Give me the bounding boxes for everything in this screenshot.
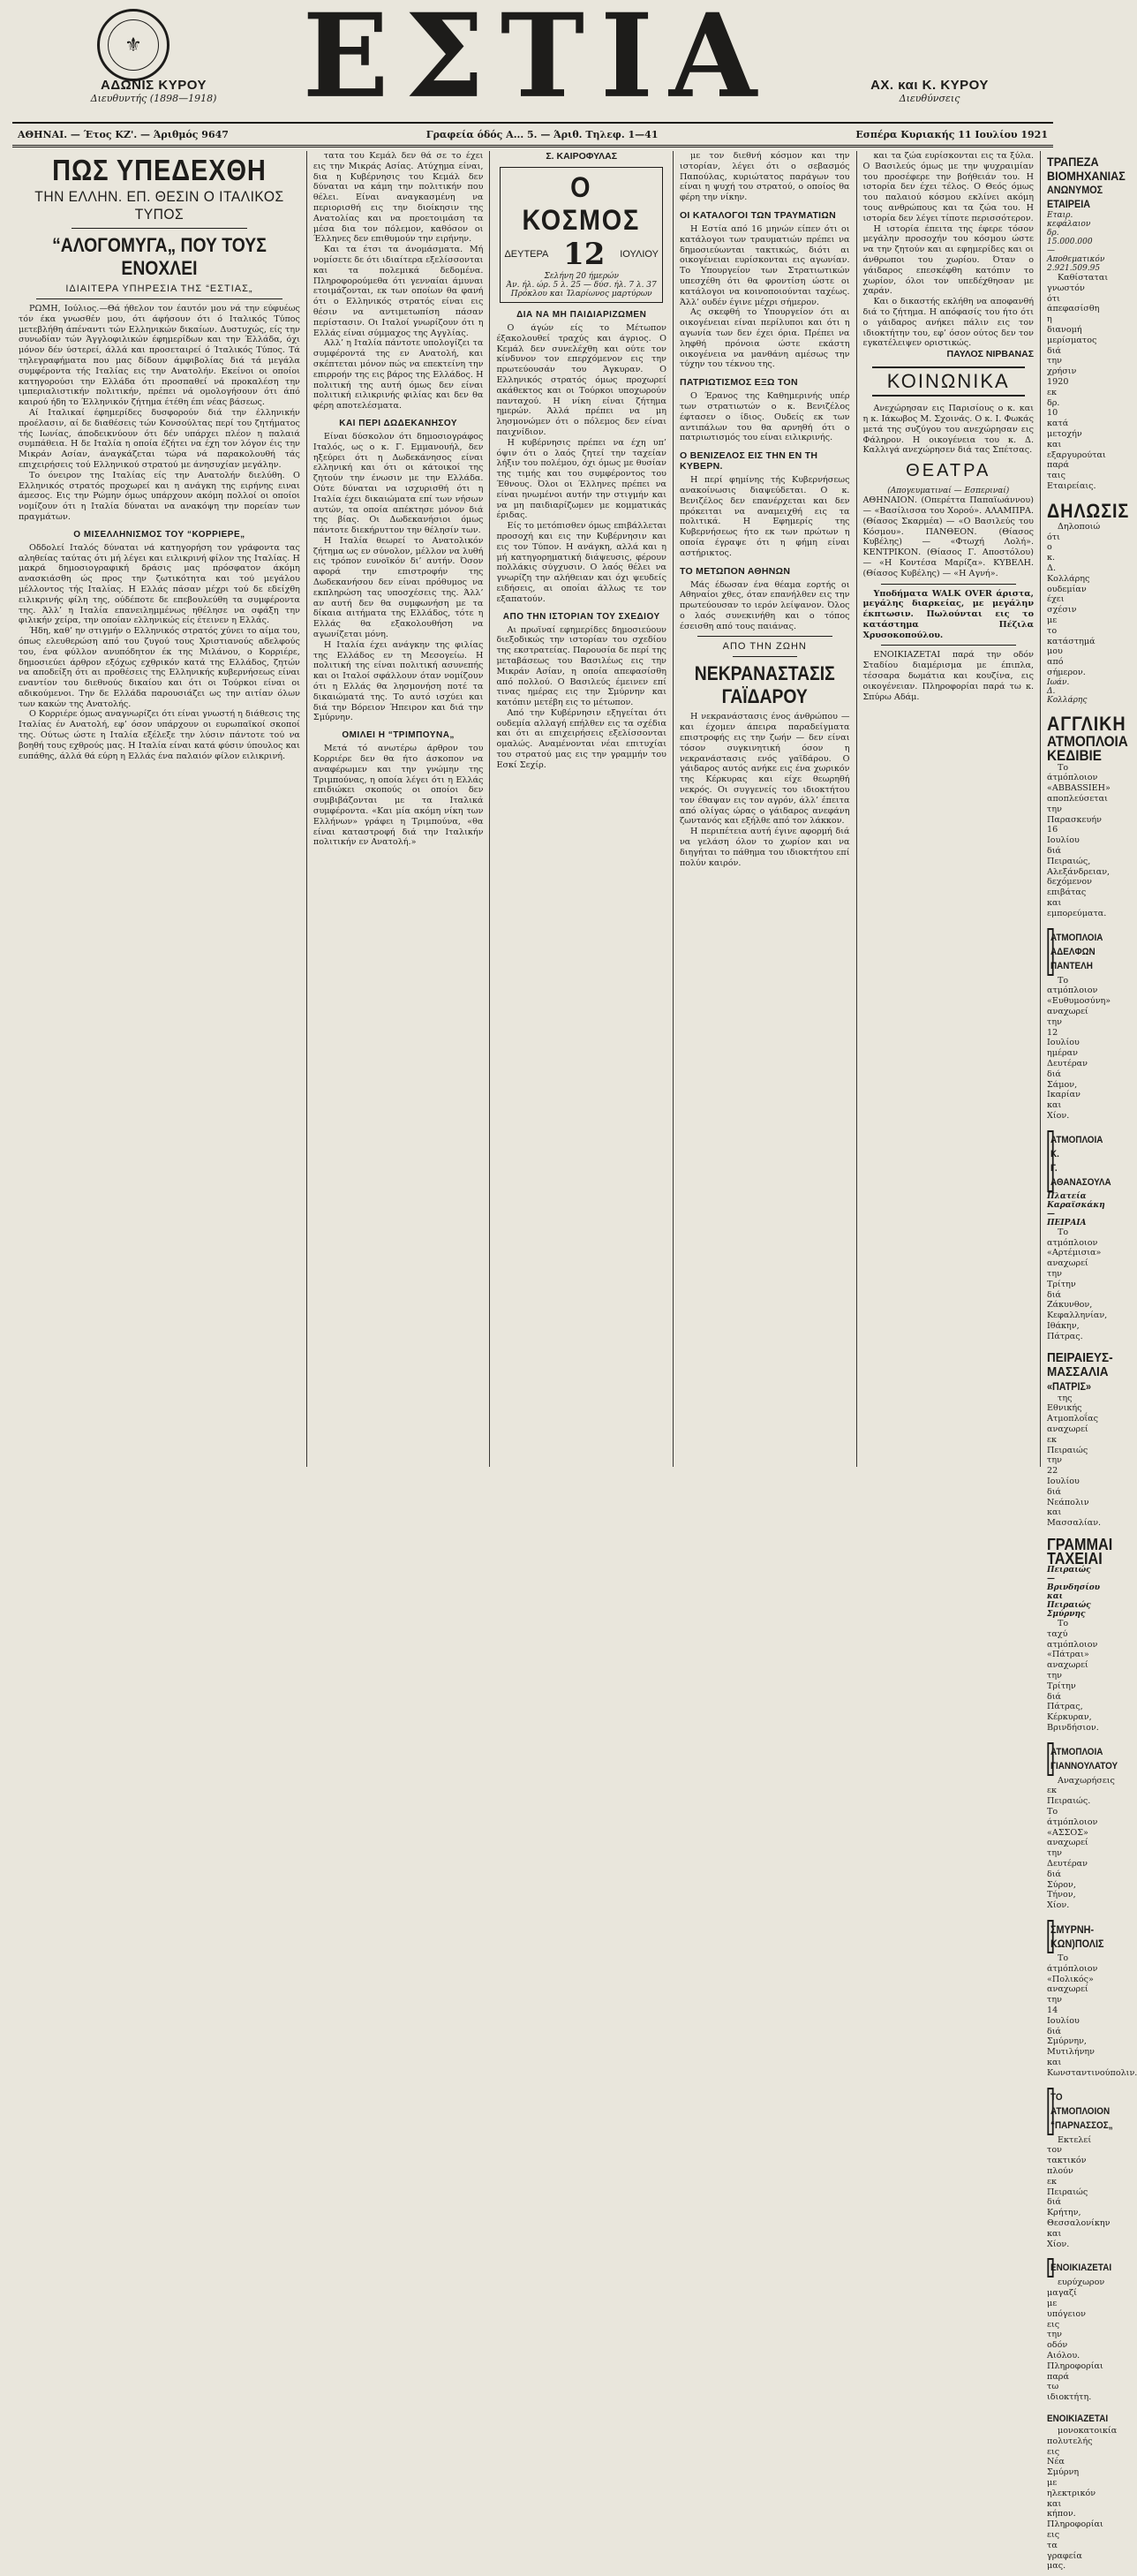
classified-ad: Υποδήματα WALK OVER άριστα, μεγάλης διαρκείας, με μεγάλην έκπτωσιν. Πωλούνται εις το κατάστημα Πέζιλα Χρυσοκοπούλου. xyxy=(862,588,1035,640)
article-paragraph: και τα ζώα ευρίσκονται εις τα ξύλα. Ο Βασιλεύς όμως με την ψυχραιμίαν του προσέφερε την βοήθειάν του. Η ιστορία δεν έχει τέλος. Ο Θεός όμως του παλαιού κόσμου εκλίνει ακόμη τους ανθρώπους και τα ζώα του. Η ιστορία δεν λέγει τίποτε περισσότερον. xyxy=(862,151,1035,223)
column-news xyxy=(674,151,857,1467)
article-paragraph: Η περιπέτεια αυτή έγινε αφορμή διά να γελάση όλον το χωρίον και να διηγήται το πάθημα του ιδιοκτήτου επί πολύν καιρόν. xyxy=(679,827,850,868)
article-paragraph: Από την Κυβέρνησιν εξηγείται ότι ουδεμία αλλαγή επήλθεν εις τα σχέδια και ότι αι επιχειρήσεις εξελίσσονται ομαλώς. Αναμένονται νέαι επιτυχίαι του στρατού μας εις την γραμμήν του Εσκί Σεχίρ. xyxy=(496,707,666,770)
lead-subheadline: ΤΗΝ ΕΛΛΗΝ. ΕΠ. ΘΕΣΙΝ Ο ΙΤΑΛΙΚΟΣ ΤΥΠΟΣ xyxy=(34,188,284,223)
left-director-name: ΑΔΩΝΙΣ ΚΥΡΟΥ xyxy=(101,78,207,93)
article-paragraph: Οδδολεί Ιταλός δύναται νά κατηγορήση τον γράφοντα τας αληθείας ταύτας ότι μή λέγει και ειλικρινή φίλον της Ιταλίας. Η μακρά δημοσιογραφική δράσις μας πρόσφατον άκόμη ανασκιάσθη ώς προς την ζωτικότητα και τού μεγάλου μέλλοντος τής Ιταλίας. Η Ελλάς πάσαν μέχρι τού δε εδείχθη ειλικρινής φίλη της, ούδέποτε δε επεβουλεύθη τα συμφέροντα της. Άλλ’ η Ιταλία επανειλημμένως ηθέλησε να σφάξη την φιλικήν χείρα, την οποίαν ελληνικώς είς έτεινεν η Ελλάς. xyxy=(19,542,300,626)
article-paragraph: Αι πρωϊναί εφημερίδες δημοσιεύουν διεξοδικώς την ιστορίαν του σχεδίου της εκστρατείας. Παρουσία δε περί της μεταβάσεως του Βασιλέως εις την Μικράν Ασίαν, η οποία απεφασίσθη από πολλού. Ο Βασιλεύς έμεινεν επί τινας ημέρας εις την Σμύρνην και κατόπιν μετέβη εις το μέτωπον. xyxy=(496,624,666,708)
article-paragraph: Η νεκρανάστασις ένος άνθρώπου — και έχομεν άπειρα παραδείγματα επιστροφής εις την ζωήν — δεν είναι τόσον συγκινητική όσον η νεκρανάστασις ενός γαϊδάρου. Ο γάιδαρος αυτός ανήκε εις ένα χωρικόν της Κέρκυρας και είχε θεωρηθή νεκρός. Οι συγγενείς του ιδιοκτήτου τον έθαψαν εις τον αγρόν, άλλ’ έπειτα από ολίγας ώρας ο γάιδαρος ανεφάνη ζωντανός και εξήλθε από τον λάκκον. xyxy=(679,712,850,827)
newspaper-title: ΕΣΤΙΑ xyxy=(302,0,773,125)
article-paragraph: Η Ιταλία έχει ανάγκην της φιλίας της Ελλάδος εν τη Μεσογείω. Η πολιτική της είναι πολιτική ασυνεπής και οι Ιταλοί σφάλλουν όταν νομίζουν ότι η Ελλάς θα λησμονήση ποτέ τα δικαιώματά της. Το αυτό ισχύει και διά την Βόρειον Ήπειρον και διά την Σμύρνην. xyxy=(312,639,484,723)
left-director-block xyxy=(65,78,242,104)
article-paragraph: Και ο δικαστής εκλήθη να αποφανθή διά το ζήτημα. Η απόφασίς του ήτο ότι ο γάιδαρος ανήκει πάλιν εις τον ιδιοκτήτην του, εφ’ όσον ούτος δεν τον εγκατέλειψεν οριστικώς. xyxy=(862,297,1035,349)
article-paragraph: Ήδη, καθ’ ην στιγμήν ο Ελληνικός στρατός χύνει το αίμα του, όπως ελευθερώση από του ζυγού τους Χριστιανούς αδελφούς του, ένα φύλλον ανυπόδητον έκ της Μιλάνου, ο Κορριέρε, δημοσιεύει άρθρον εξόχως εχθρικόν κατά της Ελλάδος, ζητών να αποδείξη ότι αι προθέσεις της Ελληνικής κυβερνήσεως είναι εναντίον του διεθνούς δικαίου και ότι οι Τούρκοι είναι οι αδικούμενοι. Την δε Ελλάδα παρουσιάζει ως την αιτίαν όλων των κακών της Ανατολής. xyxy=(19,626,300,709)
almanac-saints: Πρόκλου και Ίλαρίωνος μαρτύρων xyxy=(510,290,652,298)
article-paragraph: Αί Ιταλικαί έφημερίδες δυσφορούν διά την έλληνικήν προέλασιν, αί δε διαθέσεις τών Κονσούλτας περί του ζητήματος τής Ιωνίας, άποδεικνύουν ότι δέν υπάρχει πλέον η παλαιά συμπάθεια. Η δε Ιταλία η οποία έζήτει να έχη τον λόγον έις την Μικράν Ασίαν, άναγκάζεται τώρα νά παρακολουθή τάς επιχειρήσεις τού Ελληνικού στρατού με άνησυχίαν μεγάλην. xyxy=(19,407,300,470)
feature-headline: ΝΕΚΡΑΝΑΣΤΑΣΙΣ ΓΑΪΔΑΡΟΥ xyxy=(694,662,835,708)
article-paragraph: Η Ιταλία θεωρεί το Ανατολικόν ζήτημα ως εν σύνολον, μέλλον να λυθή εις τρόπον ευνοϊκόν δι’ αυτήν. Όσον αφορά την επιστροφήν της Δωδεκανήσου δεν είναι πρόθυμος να εκπληρώση τας υποσχέσεις της. Άλλ’ αν αυτή δεν θα συμφωνήση με τα δίκαια αιτήματα της Ελλάδος, τότε η Ελλάς θα εξακολουθήση να αγωνίζεται μόνη. xyxy=(312,535,484,640)
kosmos-almanac-box xyxy=(500,167,663,303)
office-info: Γραφεία όδός Α... 5. — Άριθ. Τηλεφ. 1—41 xyxy=(425,128,659,140)
article-paragraph: Ο άγών είς το Μέτωπον έξακολουθεί τραχύς και άγριος. Ο Κεμάλ δεν συνελέχθη και ούτε τον κίνδυνον τον επερχόμενον εις την πρωτεύουσάν του Άγκυραν. Ο Ελληνικός στρατός όμως προχωρεί ακάθεκτος και οι Τούρκοι υποχωρούν πανταχού. Η νίκη είναι ζήτημα ημερών. Άλλά πρέπει να μη λησμονώμεν ότι ο πόλεμος δεν είναι παιχνίδιον. xyxy=(496,323,666,437)
section-heading: Ο ΜΙΣΕΛΛΗΝΙΣΜΟΣ ΤΟΥ “ΚΟΡΡΙΕΡΕ„ xyxy=(73,529,245,540)
almanac-day: ΔΕΥΤΕΡΑ xyxy=(504,249,549,260)
section-heading: ΚΑΙ ΠΕΡΙ ΔΩΔΕΚΑΝΗΣΟΥ xyxy=(339,418,458,428)
almanac-moon: Σελήνη 20 ήμερών xyxy=(544,272,619,281)
theatra-subheading: (Απογευματιναί — Εσπεριναί) xyxy=(887,487,1010,496)
section-heading: ΤΟ ΜΕΤΩΠΟΝ ΑΘΗΝΩΝ xyxy=(679,565,791,577)
ad-title: ΑΤΜΟΠΛΟΙΑ ΓΙΑΝΝΟΥΛΑΤΟΥ xyxy=(1047,1742,1053,1776)
byline: Σ. ΚΑΙΡΟΦΥΛΑΣ xyxy=(546,151,618,162)
right-director-role: Διευθύνσεις xyxy=(899,93,960,104)
issue-info: ΑΘΗΝΑΙ. — Έτος ΚΖ'. — Άριθμός 9647 xyxy=(18,128,229,140)
article-paragraph: Είναι δύσκολον ότι δημοσιογράφος Ιταλός, ως ο κ. Γ. Εμμανουήλ, δεν ηξεύρει ότι η Δωδεκάνησος είναι ελληνική και ότι οι κάτοικοί της ζητούν την ένωσιν με την Ελλάδα. Ούτε δύναται να ισχυρισθή ότι η Ιταλία έχει δικαιώματα επί των νήσων αυτών, τα οποία απέκτησε μόνον διά της βίας. Οι Δωδεκανήσιοι όμως πάντοτε διεκήρυττον την θέλησίν των. xyxy=(312,431,484,536)
column-lead-article xyxy=(12,151,307,1467)
ad-title: ΕΝΟΙΚΙΑΖΕΤΑΙ xyxy=(1047,2258,1053,2278)
section-theatra: ΘΕΑΤΡΑ xyxy=(906,461,991,481)
section-heading: Ο ΒΕΝΙΖΕΛΟΣ ΕΙΣ ΤΗΝ ΕΝ ΤΗ ΚΥΒΕΡΝ. xyxy=(679,450,818,472)
article-paragraph: Είς το μετόπισθεν όμως επιβάλλεται προσοχή και εις την Κυβέρνησιν και εις τον Τύπον. Η ανάγκη, αλλά και η μή κατηγορηματική διάψευσις, φέρουν πολλάκις σύγχυσιν. Ο λαός θέλει να γνωρίζη την αλήθειαν και όχι ψευδείς ειδήσεις, αι οποίαι άλλως τε τον εξαπατούν. xyxy=(496,521,666,604)
section-heading: ΔΙΑ ΝΑ ΜΗ ΠΑΙΔΙΑΡΙΖΩΜΕΝ xyxy=(516,310,647,320)
section-heading: ΟΙ ΚΑΤΑΛΟΓΟΙ ΤΩΝ ΤΡΑΥΜΑΤΙΩΝ xyxy=(679,209,836,221)
article-paragraph: τατα του Κεμάλ δεν θά σε το έχει εις την Μικράς Ασίας. Ατύχημα είναι, δια η Κυβέρνησις του Κεμάλ δεν δύναται να κάμη την πολιτικήν που θέλει. Είναι αναγκασμένη να περιορισθή εις την διοίκησιν της Ανατολίας και να προετοιμάση τα μέσα δια τον πόλεμον, καθόσον οι Έλληνες δεν επιθυμούν την ειρήνην. xyxy=(312,151,484,245)
date-info: Εσπέρα Κυριακής 11 Ιουλίου 1921 xyxy=(855,128,1048,140)
column-lead-continued xyxy=(307,151,491,1467)
theatre-listing: ΑΘΗΝΑΙΟΝ. (Οπερέττα Παπαϊωάννου) — «Βασίλισσα του Χορού». ΑΛΑΜΠΡΑ. (Θίασος Σκαρμέα) — «Ο Βασιλεύς του Κόσμου». ΠΑΝΘΕΟΝ. (Θίασος Κυβέλης) — «Φτωχή Λολή». ΚΕΝΤΡΙΚΟΝ. (Θίασος Γ. Αποστόλου) — «Η Κοντέσα Μαρίζα». ΚΥΒΕΛΗ. (Θίασος Κυβέλης) — «Η Αγνή». xyxy=(862,495,1035,578)
section-koinonika: ΚΟΙΝΩΝΙΚΑ xyxy=(872,366,1026,397)
right-director-block xyxy=(841,78,1018,104)
article-paragraph: Ο Έρανος της Καθημερινής υπέρ των στρατιωτών ο κ. Βενιζέλος έφτασεν ο ίδιος. Ουδείς εκ των αντιπάλων του θα αρνηθή ότι ο πατριωτισμός του είναι ειλικρινής. xyxy=(679,391,850,443)
seal-icon: ⚜ xyxy=(97,9,169,81)
almanac-date-row xyxy=(504,237,659,272)
article-paragraph: Η περί φημίνης τής Κυβερνήσεως ανακοίνωσις διαψεύδεται. Ο κ. Βενιζέλος δεν επανέρχεται και δεν πρόκειται να αναμειχθή εις τα πολιτικά. Η Εφημερίς της Κυβερνήσεως ήτο εκ των πρώτων η οποία έγραψε ότι η φήμη είναι αστήρικτος. xyxy=(679,475,850,558)
column-social-theatre xyxy=(857,151,1042,1467)
article-paragraph: Το όνειρον της Ιταλίας είς την Ανατολήν διελύθη. Ο Ελληνικός στρατός προχωρεί και η ανάγκη της ειρήνης ειναι άμεσος. Εις την Ρώμην όμως υπάρχουν ακόμη πολλοί οι οποίοι νομίζουν ότι η Ιταλία δύναται να ανακόψη την πορείαν των πραγμάτων. xyxy=(19,470,300,522)
left-director-role: Διευθυντής (1898—1918) xyxy=(90,93,217,104)
article-paragraph: Και τα έτσι τα άνομάσματα. Μή νομίσετε δε ότι ιδιαίτερα εξελίσσονται και τα πολεμικά δεδομένα. Πληροφορούμεθα ότι γενναίαι άμυναι ετοιμάζονται, εκ των οποίων θα φανή ότι ο Ελληνικός στρατός είναι εις θέσιν να αντιμετωπίση πάσαν περίστασιν. Οι Ιταλοί γνωρίζουν ότι η Ελλάς είναι σύμμαχος της Αγγλίας. xyxy=(312,245,484,338)
info-bar xyxy=(12,122,1053,147)
column-kosmos xyxy=(490,151,674,1467)
lead-headline: ΠΩΣ ΥΠΕΔΕΧΘΗ xyxy=(52,154,267,186)
article-paragraph: Ανεχώρησαν εις Παρισίους ο κ. και η κ. Ιάκωβος Μ. Σχοινάς. Ο κ. Ι. Φωκάς μετά της συζύγου του ανεχώρησαν εις Φάληρον. Η οικογένεια του κ. Δ. Καλλιγά ανεχώρησεν διά τας Σπέτσας. xyxy=(862,404,1035,456)
section-heading: ΑΠΟ ΤΗΝ ΖΩΗΝ xyxy=(722,641,807,653)
almanac-date-number: 12 xyxy=(563,237,606,272)
ad-title: ΑΤΜΟΠΛΟΙΑ Κ. Γ. ΑΘΑΝΑΣΟΥΛΑ xyxy=(1047,1130,1053,1192)
article-paragraph: Αλλ’ η Ιταλία πάντοτε υπολογίζει τα συμφέροντά της εν Ανατολή, και σκέπτεται μόνον πώς να επεκτείνη την επιρροήν της εις βάρος της Ελλάδος. Η πολιτική της αυτή όμως δεν είναι πολιτική ειλικρινής φιλίας και δεν θα φέρη αποτελέσματα. xyxy=(312,338,484,412)
article-paragraph: Η Εστία από 16 μηνών είπεν ότι οι κατάλογοι των τραυματιών πρέπει να δημοσιεύωνται τακτικώς, διότι αι οικογένειαι ευρίσκονται εις αγωνίαν. Το Υπουργείον των Στρατιωτικών υπεσχέθη ότι θα φροντίση ώστε οι κατάλογοι να κοινοποιούνται ταχέως. Άλλ’ ουδέν έγινε μέχρι σήμερον. xyxy=(679,223,850,307)
article-paragraph: ΡΩΜΗ, Ιούλιος.—Θά ήθελον τον έαυτόν μου νά την εύφυέως τόν έκα γνωσθέν μου, ότι άφήσουν ότι ό Ιταλικός Τύπος μετεβλήθη άπέναντι τών Ελληνικών δικαίων. Δυστυχώς, είς την συνωδίαν τών Άγγλοφιλικών έφημερίδων και την Έλλάδα, όχι μόνον δέν ύστερεί, άλλά και προσεταιρεί ό Ίταλικός Τύπος. Τά τηλεγραφήματα που μας δίδουν άμφιβολίας διά τά μεγάλα συμφέροντα τής Ιταλίας εις την Ανατολήν. Εκείνοι οι οποίοι κατηγορούσι την Ελλάδα ότι προσπαθεί νά προκαλέση την ιμπεριαλιστικήν πολιτικήν, πρέπει νά ομολογήσουν ότι άπό καιρού ήδη το Έλληνικόν ζήτημα έτέθη έπι νέας βάσεως. xyxy=(19,304,300,408)
article-paragraph: Μάς έδωσαν ένα θέαμα εορτής οι Αθηναίοι χθες, όταν επανήλθεν εις την πρωτεύουσαν το ιερόν λείψανον. Όλος ο λαός συνεκινήθη και ο τόπος έσεισθη από τους παιάνας. xyxy=(679,579,850,631)
article-paragraph: Η ιστορία έπειτα της έφερε τόσον μεγάλην προσοχήν του κόσμου ώστε να την ζητούν και αι εφημερίδες και οι άνθρωποι του χωρίου. Όταν ο γάιδαρος επεσκέφθη κατόπιν το χωρίον, όλοι τον υπεδέχθησαν με χαράν. xyxy=(862,223,1035,297)
article-paragraph: Ας σκεφθή το Υπουργείον ότι αι οικογένειαι είναι περίλυποι και ότι η αγωνία των δεν έχει όρια. Πρέπει να ληφθή πρόνοια ώστε εκάστη οικογένεια να μανθάνη αμέσως την τύχην του τέκνου της. xyxy=(679,307,850,370)
ad-title: ΤΟ ΑΤΜΟΠΛΟΙΟΝ “ΠΑΡΝΑΣΣΟΣ„ xyxy=(1047,2088,1053,2135)
article-paragraph: Η κυβέρνησις πρέπει να έχη υπ’ όψιν ότι ο λαός ζητεί την ταχείαν λήξιν του πολέμου, όχι όμως με θυσίαν της τιμής και του συμφέροντος του Έθνους. Όλοι οι Έλληνες πρέπει να είναι ηνωμένοι αυτήν την στιγμήν και να μη παιδιαρίζωμεν με κομματικάς έριδας. xyxy=(496,437,666,521)
section-heading: ΑΠΟ ΤΗΝ ΙΣΤΟΡΙΑΝ ΤΟΥ ΣΧΕΔΙΟΥ xyxy=(502,611,660,622)
almanac-month: ΙΟΥΛΙΟΥ xyxy=(620,249,659,260)
classified-ad: ΕΝΟΙΚΙΑΖΕΤΑΙ παρά την οδόν Σταδίου διαμέρισμα με έπιπλα, τέσσαρα δωμάτια και κουζίνα, εις οικογένειαν. Πληροφορίαι παρά τω κ. Σπύρω Αδάμ. xyxy=(862,650,1035,702)
byline: ΠΑΥΛΟΣ ΝΙΡΒΑΝΑΣ xyxy=(946,349,1035,360)
almanac-sun: Άν. ήλ. ώρ. 5 λ. 25 — δύσ. ήλ. 7 λ. 37 xyxy=(506,281,657,290)
section-heading: ΟΜΙΛΕΙ Η “ΤΡΙΜΠΟΥΝΑ„ xyxy=(342,730,455,741)
right-director-name: ΑΧ. και Κ. ΚΥΡΟΥ xyxy=(870,78,989,93)
ad-title: ΑΤΜΟΠΛΟΙΑ ΑΔΕΛΦΩΝ ΠΑΝΤΕΛΗ xyxy=(1047,928,1053,976)
masthead xyxy=(12,0,1053,125)
kosmos-title: Ο ΚΟΣΜΟΣ xyxy=(522,171,641,236)
article-paragraph: Ο Κορριέρε όμως αναγνωρίζει ότι είναι γνωστή η διάθεσις της Ιταλίας έν Ανατολή, εφ’ όσον υπάρχουν οι ευρωπαϊκοί σκοποί της. Ούτως ώστε η Ιταλία εξέλεξε την λύσιν πάντοτε τού να βοηθή τους εχθρούς μας. Η Ιταλία είναι κατά φύσιν ύπουλος και ευπάθης, άλλά θά εύρη η Ελλάς ένα παλαιόν φίλον ειλικρινή. xyxy=(19,709,300,761)
article-paragraph: Μετά τό ανωτέρω άρθρον του Κορριέρε δεν θα ήτο άσκοπον να αναφέρωμεν και την γνώμην της Τριμπούνας, η οποία λέγει ότι η Ελλάς επιδιώκει σκοπούς οι οποίοι δεν συμβιβάζονται με τα Ιταλικά συμφέροντα. «Και μία ακόμη νίκη των Ελλήνων» γράφει η Τριμπούνα, «θα είναι καταστροφή διά την Ιταλικήν πολιτικήν εν Ανατολή.» xyxy=(312,744,484,848)
ad-title: ΣΜΥΡΝΗ-ΚΩΝ)ΠΟΛΙΣ xyxy=(1047,1920,1053,1953)
section-heading: ΠΑΤΡΙΩΤΙΣΜΟΣ ΕΞΩ ΤΟΝ xyxy=(679,377,798,389)
service-line: ΙΔΙΑΙΤΕΡΑ ΥΠΗΡΕΣΙΑ ΤΗΣ “ΕΣΤΙΑΣ„ xyxy=(65,283,253,294)
article-paragraph: με τον διεθνή κόσμον και την ιστορίαν, λέγει ότι ο σεβασμός Παπούλας, κυριώτατος παράγων του είναι η ψυχή του στρατού, ο οποίος θα φέρη την νίκην. xyxy=(679,151,850,203)
columns xyxy=(12,151,1137,2572)
lead-subheadline-2: “ΑΛΟΓΟΜΥΓΑ„ ΠΟΥ ΤΟΥΣ ΕΝΟΧΛΕΙ xyxy=(52,234,267,279)
column-ads: ΤΡΑΠΕΖΑ ΒΙΟΜΗΧΑΝΙΑΣ ΑΝΩΝΥΜΟΣ ΕΤΑΙΡΕΙΑ Εταιρ. κεφάλαιον δρ. 15.000.000 — Αποθεματικόν 2.921.509.95 Καθίσταται γνωστόν ότι άπεφασίσθη η διανομή μερίσματος διά την χρήσιν 1920 εκ δρ. 10 κατά μετοχήν και εξαργυρούται παρά ταις Εταιρείαις. ΔΗΛΩΣΙΣ Δηλοποιώ ότι ο κ. Δ. Κολλάρης ουδεμίαν έχει σχέσιν με το κατάστημά μου από σήμερον. Ιωάν. Δ. Κολλάρης ΑΓΓΛΙΚΗ ΑΤΜΟΠΛΟΙΑ ΚΕΔΙΒΙΕ Το άτμόπλοιον «ABBASSIEH» αποπλεύσεται την Παρασκευήν 16 Ιουλίου διά Πειραιώς, Αλεξάνδρειαν, δεχόμενον επιβάτας και εμπορεύματα. ΑΤΜΟΠΛΟΙΑ ΑΔΕΛΦΩΝ ΠΑΝΤΕΛΗ Το ατμόπλοιον «Ευθυμοσύνη» αναχωρεί την 12 Ιουλίου ημέραν Δευτέραν διά Σάμον, Ικαρίαν και Χίον. ΑΤΜΟΠΛΟΙΑ Κ. Γ. ΑΘΑΝΑΣΟΥΛΑ Πλατεία Καραϊσκάκη — ΠΕΙΡΑΙΑ Το ατμόπλοιον «Αρτέμισια» αναχωρεί την Τρίτην διά Ζάκυνθον, Κεφαλληνίαν, Ιθάκην, Πάτρας. ΠΕΙΡΑΙΕΥΣ-ΜΑΣΣΑΛΙΑ «ΠΑΤΡΙΣ» της Εθνικής Ατμοπλοΐας αναχωρεί εκ Πειραιώς την 22 Ιουλίου διά Νεάπολιν και Μασσαλίαν. ΓΡΑΜΜΑΙ ΤΑΧΕΙΑΙ Πειραιώς—Βρινδησίου και Πειραιώς Σμύρνης Το ταχύ ατμόπλοιον «Πάτραι» αναχωρεί την Τρίτην διά Πάτρας, Κέρκυραν, Βρινδήσιον. ΑΤΜΟΠΛΟΙΑ ΓΙΑΝΝΟΥΛΑΤΟΥ Αναχωρήσεις εκ Πειραιώς. Το άτμόπλοιον «ΑΣΣΟΣ» αναχωρεί την Δευτέραν διά Σύρον, Τήνον, Χίον. ΣΜΥΡΝΗ-ΚΩΝ)ΠΟΛΙΣ Το άτμόπλοιον «Πολικός» αναχωρεί την 14 Ιουλίου διά Σμύρνην, Μυτιλήνην και Κωνσταντινούπολιν. ΤΟ ΑΤΜΟΠΛΟΙΟΝ “ΠΑΡΝΑΣΣΟΣ„ Εκτελεί τον τακτικόν πλούν εκ Πειραιώς διά Κρήτην, Θεσσαλονίκην και Χίον. ΕΝΟΙΚΙΑΖΕΤΑΙ ευρύχωρον μαγαζί με υπόγειον εις την οδόν Αιόλου. Πληροφορίαι παρά τω ιδιοκτήτη. ΕΝΟΙΚΙΑΖΕΤΑΙ μονοκατοικία πολυτελής εις Νέα Σμύρνη με ηλεκτρικόν και κήπον. Πληροφορίαι εις τα γραφεία μας. xyxy=(1047,155,1137,2572)
